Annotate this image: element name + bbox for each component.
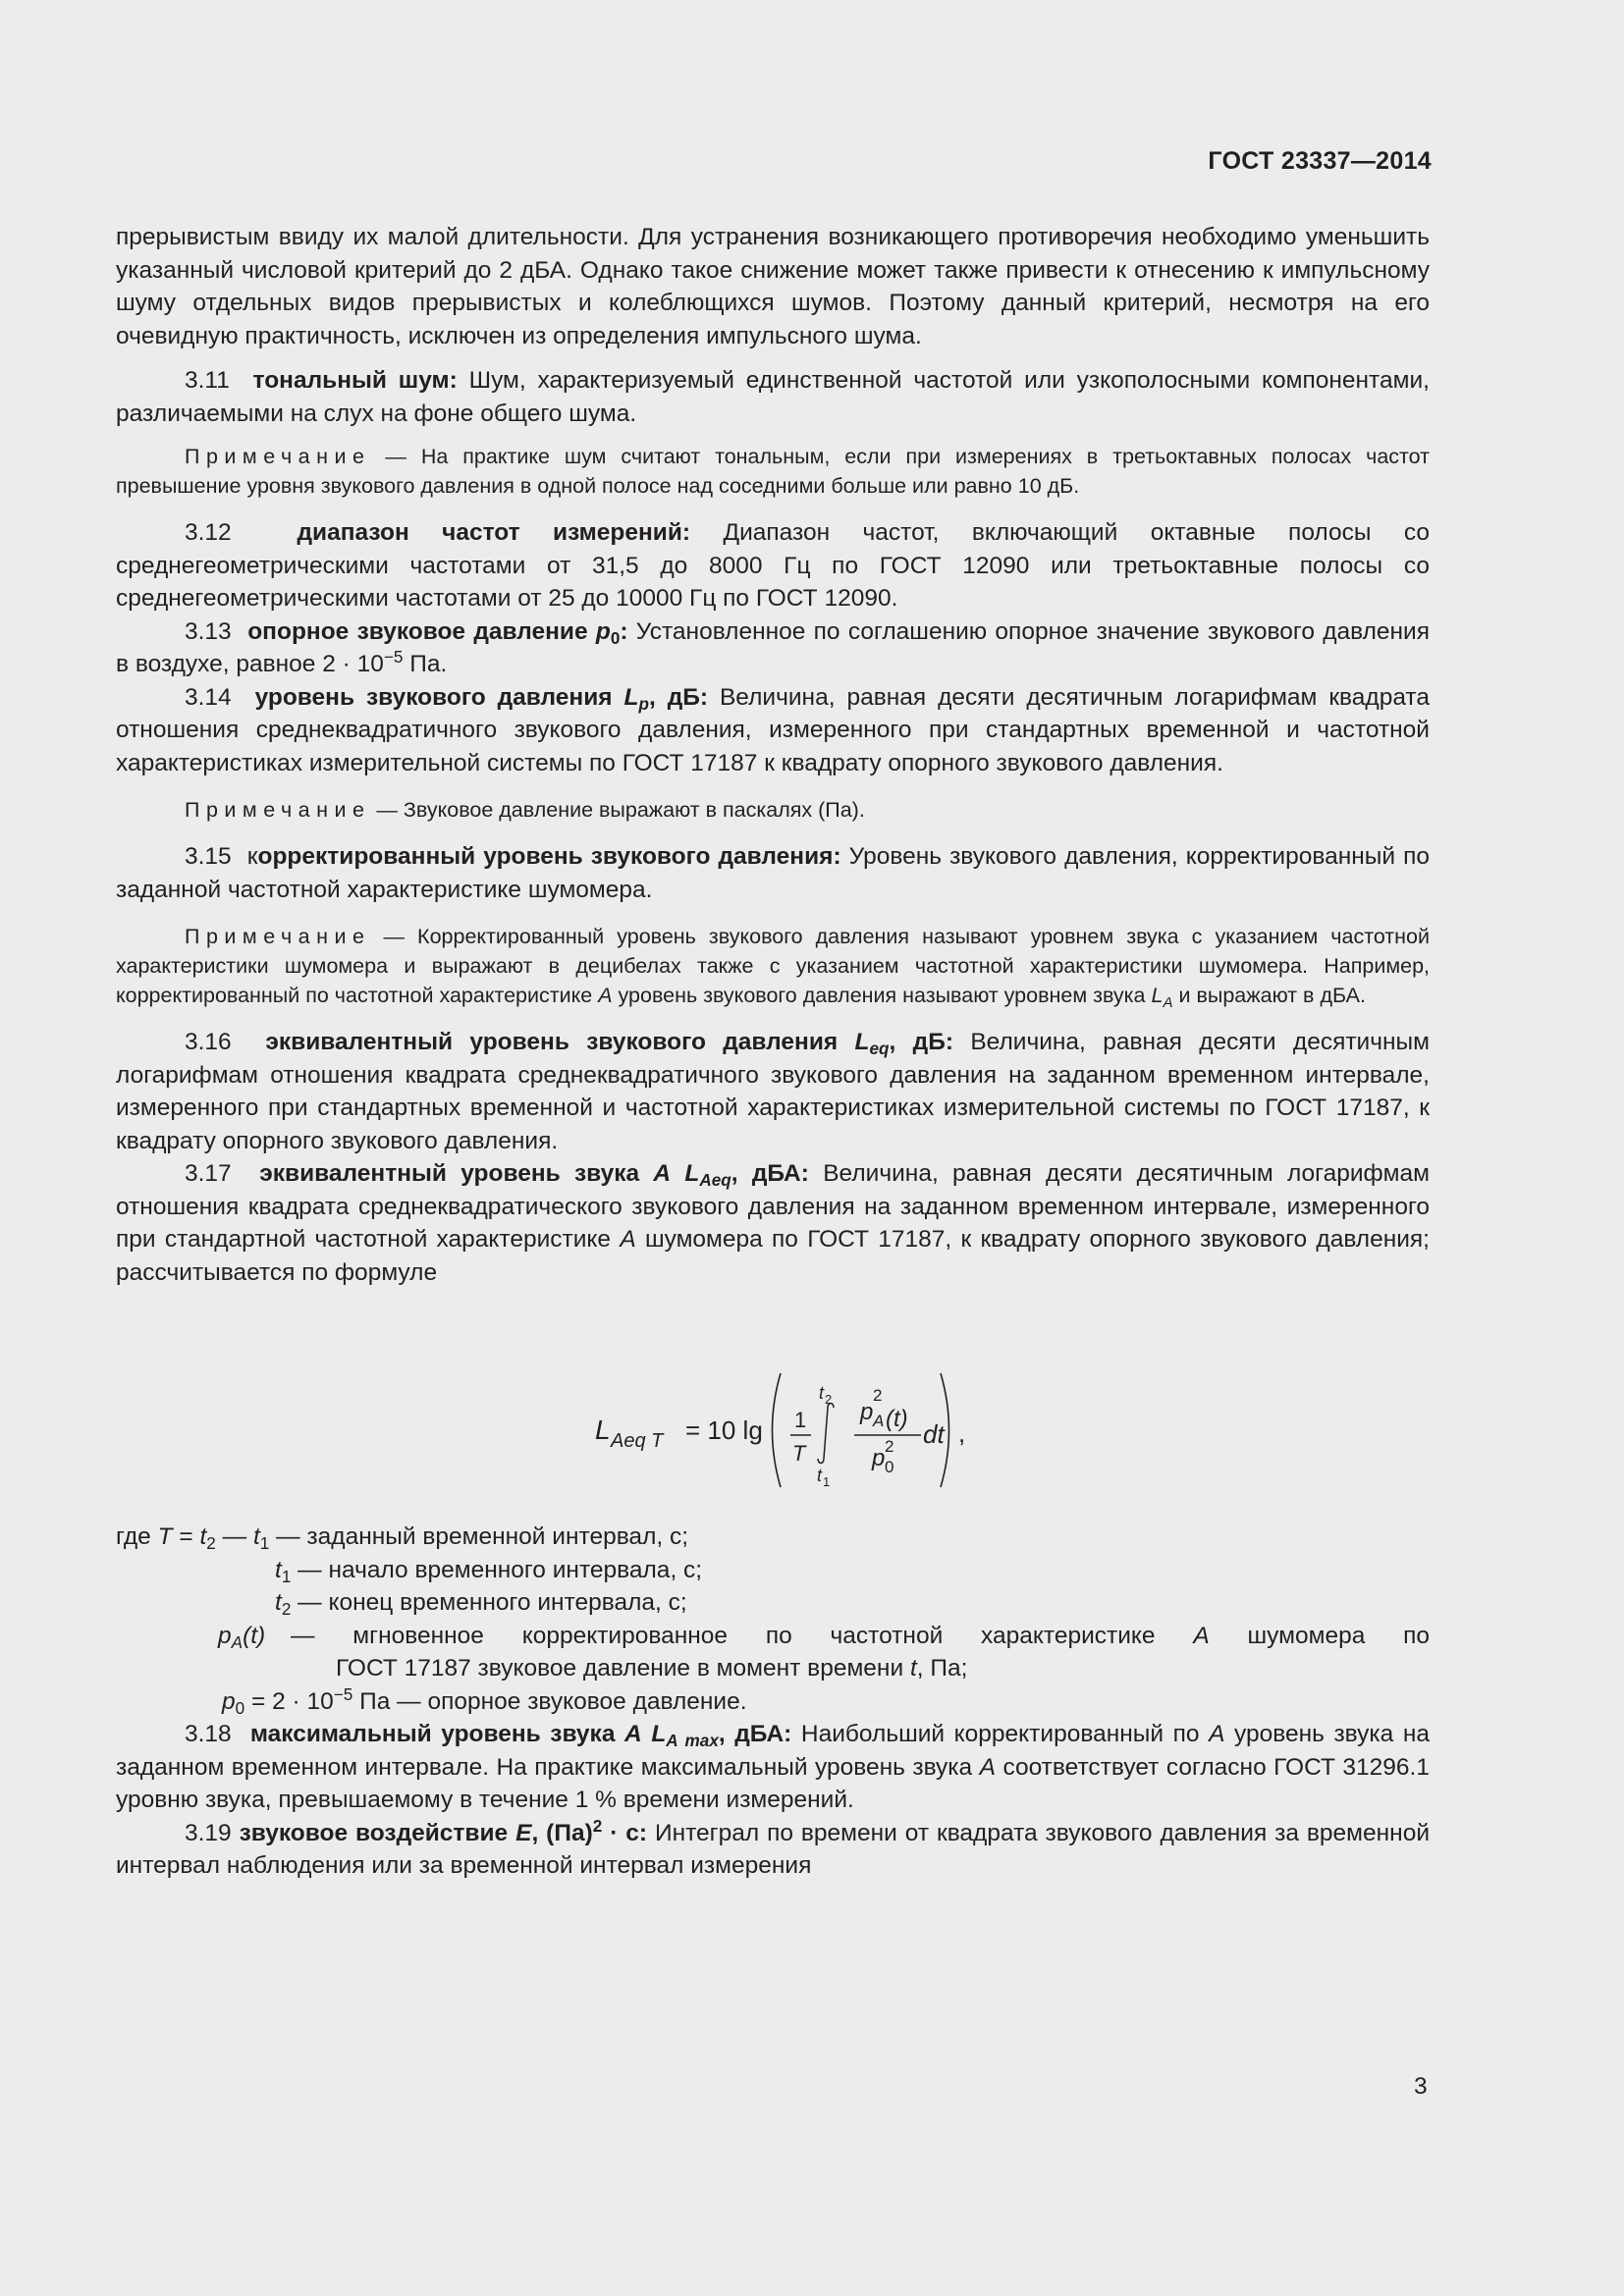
note-text: — На практике шум считают тональным, если при измерениях в третьоктавных полосах частот превышение уровня звукового давления в одной полосе над соседними больше или равно 10 дБ.: [116, 445, 1430, 498]
clause-definition: Величина, равная десяти десятичным логарифмам квадрата отношения среднеквадратичного звукового давления, измеренного при стандартных временной и частотной характеристиках измерительной системы по ГОСТ 17187 к квадрату опорного звукового давления.: [116, 683, 1431, 776]
clause-term: уровень звукового давления $L_p$, дБ:: [254, 683, 709, 714]
clause-number: 3.14: [185, 683, 232, 711]
lower-limit-sub: 1: [823, 1474, 831, 1489]
legend-row-T: где $T = t_2$ — $t_1$ — заданный временной интервал, с;: [116, 1523, 689, 1553]
page-number: 3: [1414, 2073, 1428, 2100]
formula-svg: [116, 1334, 1430, 1511]
formula-lhs: L: [595, 1415, 611, 1445]
clause-3-16: [116, 1026, 1430, 1157]
unit: Па.: [403, 651, 448, 677]
num-arg: (t): [886, 1406, 908, 1432]
clause-term: диапазон частот измерений:: [297, 519, 691, 546]
formula-legend: [116, 1521, 1430, 1718]
clause-3-17: 3.17 эквивалентный уровень звука A $L_{Aeq}$, дБА: Величина, равная десяти десятичным логарифмам отношения квадрата среднеквадратического звукового давления на заданном временном интервале, измеренного при стандартной частотной характеристике A шумомера по ГОСТ 17187, к квадрату опорного звукового давления; рассчитывается по формуле: [116, 1160, 1430, 1286]
lower-limit: t: [817, 1466, 823, 1485]
legend-row-p0: $p_0 = 2 \cdot 10^{-5}$ Па — опорное звуковое давление.: [222, 1683, 747, 1718]
clause-3-18: 3.18 максимальный уровень звука A $L_{A max}$, дБА: Наибольший корректированный по A уровень звука на заданном временном интервале. На практике максимальный уровень звука A соответствует согласно ГОСТ 31296.1 уровню звука, превышаемому в течение 1 % времени измерений.: [116, 1721, 1431, 1813]
clause-number: 3.12: [185, 519, 232, 546]
note-label: Примечание: [185, 798, 371, 822]
clause-term: эквивалентный уровень звукового давления $L_{eq}$, дБ:: [265, 1029, 953, 1058]
clause-term: орректированный уровень звукового давления:: [257, 843, 841, 870]
clause-definition: Диапазон частот, включающий октавные полосы со среднегеометрическими частотами от 31,5 до 8000 Гц по ГОСТ 12090 или третьоктавные полосы со среднегеометрическими частотами от 25 до 10000 Гц по ГОСТ 12090.: [116, 519, 1430, 612]
note-text: — Корректированный уровень звукового давления называют уровнем звука с указанием частотной характеристики шумомера и выражают в децибелах также с указанием частотной характеристики шумомера. Например, корректированный по частотной характеристике: [116, 925, 1430, 1007]
clause-number: 3.13: [185, 617, 232, 645]
intro-paragraph: прерывистым ввиду их малой длительности. Для устранения возникающего противоречия необходимо уменьшить указанный числовой критерий до 2 дБА. Однако такое снижение может также привести к отнесению к импульсному шуму отдельных видов прерывистых и колеблющихся шумов. Поэтому данный критерий, несмотря на его очевидную практичность, исключен из определения импульсного шума.: [116, 224, 1430, 349]
page-content: [116, 221, 1430, 1883]
clause-number: 3.15: [185, 843, 232, 870]
legend-row-t2: $t_2$ — конец временного интервала, с;: [275, 1589, 687, 1619]
formula-lhs-subscript: Aeq T: [611, 1430, 664, 1452]
note-label: Примечание: [185, 445, 371, 468]
clause-definition: Уровень звукового давления, корректированный по заданной частотной характеристике шумомера.: [116, 843, 1431, 903]
clause-3-13: [116, 615, 1430, 681]
clause-3-12: [116, 516, 1430, 615]
clause-number: 3.11: [185, 367, 230, 394]
fraction-T: T: [792, 1441, 806, 1466]
note-text: — Звуковое давление выражают в паскалях (Па).: [370, 798, 865, 822]
formula-comma: ,: [958, 1418, 966, 1448]
den-sup: 2: [885, 1437, 894, 1456]
left-paren: [773, 1373, 782, 1487]
clause-term: звуковое воздействие E, (Па)$^2$ · с:: [239, 1815, 648, 1846]
formula-laeq: [116, 1334, 1430, 1511]
den-sub: 0: [885, 1458, 894, 1476]
clause-definition: Интеграл по времени от квадрата звукового давления за временной интервал наблюдения или за временной интервал измерения: [116, 1819, 1431, 1879]
clause-3-19: [116, 1817, 1430, 1883]
formula-dt: dt: [923, 1419, 945, 1449]
clause-term: тональный шум:: [252, 367, 458, 394]
clause-number: 3.17: [185, 1160, 232, 1187]
clause-term: опорное звуковое давление $p_0$:: [247, 617, 628, 648]
clause-3-11: [116, 364, 1430, 430]
clause-definition: Шум, характеризуемый единственной частотой или узкополосными компонентами, различаемыми на слух на фоне общего шума.: [116, 367, 1430, 427]
document-code: ГОСТ 23337—2014: [1208, 147, 1432, 175]
clause-definition: Установленное по соглашению опорное значение звукового давления в воздухе, равное 2 · 10: [116, 617, 1430, 677]
num-sup: 2: [873, 1386, 883, 1405]
exponent: −5: [383, 647, 404, 667]
clause-definition: Величина, равная десяти десятичным логарифмам отношения квадрата среднеквадратичного звукового давления на заданном временном интервале, измеренного при стандартных временной и частотной характеристиках измерительной системы по ГОСТ 17187, к квадрату опорного звукового давления.: [116, 1029, 1430, 1154]
upper-limit-sub: 2: [825, 1392, 833, 1407]
note-1: [116, 442, 1430, 501]
den-p: p: [872, 1445, 886, 1471]
note-label: Примечание: [185, 925, 371, 948]
integral-sign: [818, 1404, 834, 1464]
clause-number: 3.19: [185, 1819, 232, 1846]
clause-term: максимальный уровень звука A $L_{A max}$, дБА:: [249, 1721, 792, 1750]
clause-number: 3.16: [185, 1029, 232, 1055]
clause-3-14: [116, 681, 1430, 780]
clause-definition: Наибольший корректированный по: [791, 1721, 1210, 1747]
fraction-one: 1: [794, 1408, 807, 1432]
clause-3-15: 3.15 корректированный уровень звукового давления: Уровень звукового давления, корректированный по заданной частотной характеристике шумомера.: [116, 843, 1431, 903]
clause-term: эквивалентный уровень звука A $L_{Aeq}$, дБА:: [259, 1160, 809, 1190]
num-sub: A: [873, 1412, 885, 1430]
note-2: [116, 795, 1430, 825]
num-p: p: [860, 1399, 874, 1425]
legend-row-t1: $t_1$ — начало временного интервала, с;: [275, 1556, 703, 1586]
upper-limit: t: [819, 1383, 825, 1403]
clause-number: 3.18: [185, 1721, 232, 1747]
note-3: Примечание — Корректированный уровень звукового давления называют уровнем звука с указанием частотной характеристики шумомера и выражают в децибелах также с указанием частотной характеристики шумомера. Например, корректированный по частотной характеристике A уровень звукового давления называют уровнем звука $L_A$ и выражают в дБА.: [116, 925, 1430, 1011]
legend-row-pA: $p_A(t)$ — мгновенное корректированное по частотной характеристике A шумомера по ГОСТ 17187 звуковое давление в момент времени t, Па;: [218, 1622, 1431, 1682]
clause-definition: Величина, равная десяти десятичным логарифмам отношения квадрата среднеквадратического звукового давления на заданном временном интервале, измеренного при стандартной частотной характеристике: [116, 1160, 1430, 1253]
formula-equals: = 10 lg: [685, 1415, 763, 1445]
